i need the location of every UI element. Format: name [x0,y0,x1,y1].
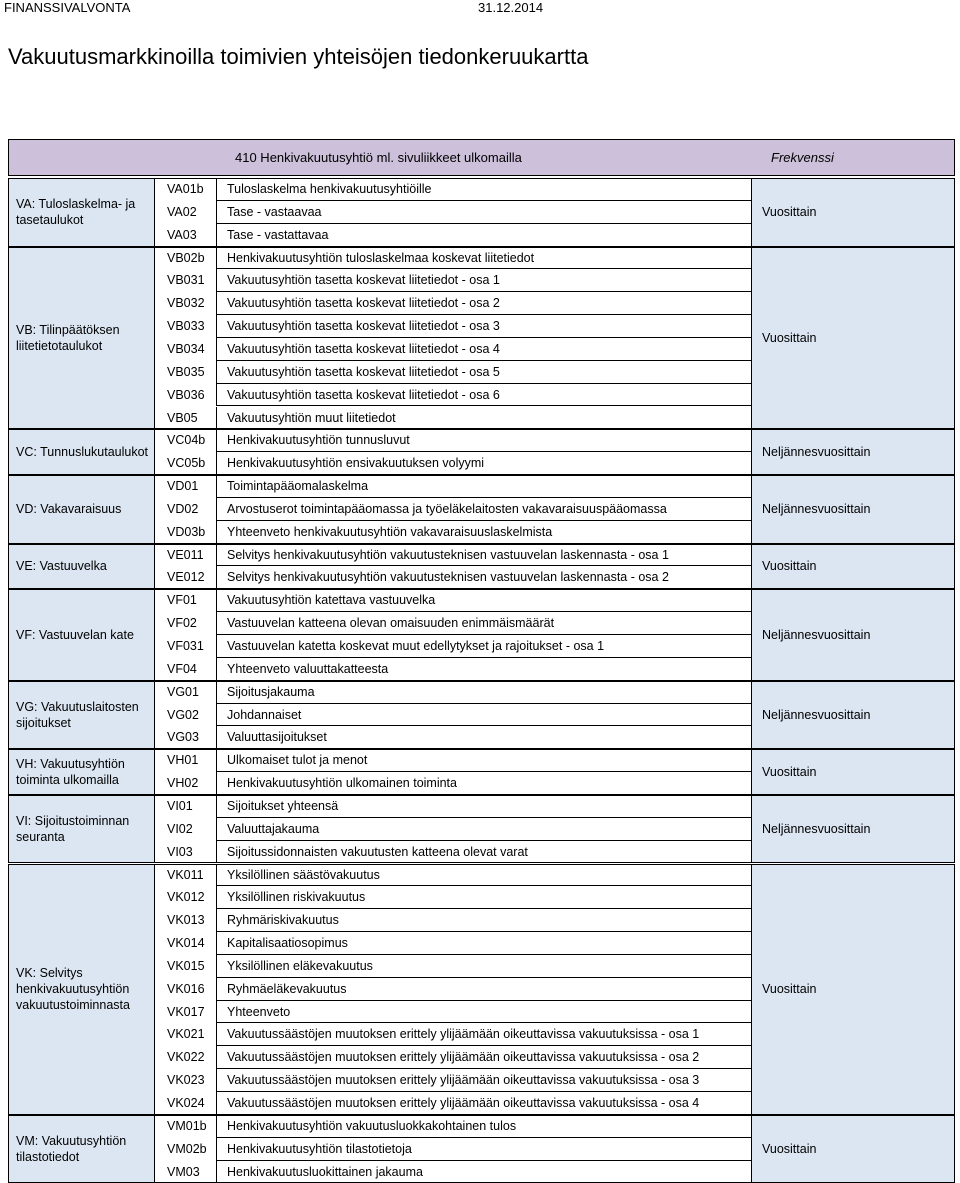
cell-divider [216,772,217,795]
category-cell: VE: Vastuuvelka [8,544,155,590]
table-description: Toimintapääomalaskelma [227,479,369,494]
table-description: Vakuutusyhtiön katettava vastuuvelka [227,593,436,608]
table-code: VB035 [167,364,205,379]
table-description: Henkivakuutusyhtiön tuloslaskelmaa koskevat liitetiedot [227,250,535,265]
table-row [155,1001,751,1024]
table-code: VG01 [167,684,199,699]
table-code: VB05 [167,410,198,425]
frequency-cell: Neljännesvuosittain [751,681,955,750]
cell-divider [216,429,217,452]
cell-divider [216,932,217,955]
table-code: VH01 [167,753,199,768]
table-row [155,864,751,887]
category-cell: VH: Vakuutusyhtiön toiminta ulkomailla [8,749,155,795]
table-code: VF02 [167,616,197,631]
table-code: VK014 [167,936,205,951]
table-description: Vakuutussäästöjen muutoksen erittely ylijäämään oikeuttavissa vakuutuksissa - osa 4 [227,1096,700,1110]
cell-divider [216,704,217,727]
frequency-cell: Neljännesvuosittain [751,589,955,680]
table-description: Vakuutusyhtiön tasetta koskevat liitetiedot - osa 6 [227,387,500,402]
table-description: Henkivakuutusluokittainen jakauma [227,1164,423,1179]
table-code: VA02 [167,204,197,219]
frequency-cell: Vuosittain [751,178,955,247]
org-name: FINANSSIVALVONTA [4,0,131,15]
table-row [155,1092,751,1115]
cell-divider [216,224,217,247]
table-row [155,909,751,932]
cell-divider [216,795,217,818]
category-cell: VD: Vakavaraisuus [8,475,155,544]
table-code: VK024 [167,1096,205,1110]
table-description: Valuuttajakauma [227,821,320,836]
table-row [155,955,751,978]
table-row [155,384,751,407]
table-row [155,886,751,909]
table-description: Yksilöllinen eläkevakuutus [227,958,373,973]
table-code: VH02 [167,776,199,791]
table-code: VM01b [167,1118,207,1133]
cell-divider [216,521,217,544]
table-description: Ulkomaiset tulot ja menot [227,753,368,768]
table-code: VF01 [167,593,197,608]
table-code: VK023 [167,1073,205,1088]
table-description: Vakuutusyhtiön muut liitetiedot [227,410,396,425]
table-row [155,247,751,270]
table-row [155,269,751,292]
cell-divider [216,1138,217,1161]
table-code: VE012 [167,570,205,585]
table-code: VC04b [167,433,206,448]
table-row [155,1115,751,1138]
table-row [155,589,751,612]
table-row [155,795,751,818]
table-description: Tase - vastaavaa [227,204,322,219]
table-row [155,361,751,384]
frequency-cell: Vuosittain [751,247,955,430]
table-code: VB02b [167,250,205,265]
table-row [155,1161,751,1183]
table-row [155,315,751,338]
table-code: VB034 [167,341,205,356]
table-code: VD03b [167,524,206,539]
cell-divider [216,247,217,270]
table-row [155,452,751,475]
cell-divider [216,475,217,498]
cell-divider [216,292,217,315]
cell-divider [216,681,217,704]
frequency-cell: Vuosittain [751,864,955,1115]
table-description: Yhteenveto valuuttakatteesta [227,661,389,676]
cell-divider [216,269,217,292]
table-description: Vakuutusyhtiön tasetta koskevat liitetiedot - osa 5 [227,364,500,379]
frequency-cell: Vuosittain [751,749,955,795]
table-code: VB036 [167,387,205,402]
table-description: Vakuutussäästöjen muutoksen erittely ylijäämään oikeuttavissa vakuutuksissa - osa 2 [227,1050,700,1065]
table-code: VG03 [167,730,199,745]
cell-divider [216,726,217,749]
category-cell: VB: Tilinpäätöksen liitetietotaulukot [8,247,155,430]
table-code: VK012 [167,890,205,905]
cell-divider [216,1001,217,1024]
page-title: Vakuutusmarkkinoilla toimivien yhteisöjen tiedonkeruukartta [8,44,589,69]
table-description: Vakuutusyhtiön tasetta koskevat liitetiedot - osa 2 [227,296,500,311]
cell-divider [216,315,217,338]
cell-divider [216,407,217,430]
table-code: VK016 [167,981,205,996]
cell-divider [216,1023,217,1046]
table-row [155,772,751,795]
cell-divider [216,886,217,909]
table-description: Henkivakuutusyhtiön vakuutusluokkakohtainen tulos [227,1118,517,1133]
table-description: Vakuutussäästöjen muutoksen erittely ylijäämään oikeuttavissa vakuutuksissa - osa 1 [227,1027,700,1042]
cell-divider [216,841,217,864]
cell-divider [216,864,217,887]
cell-divider [216,589,217,612]
table-description: Ryhmäriskivakuutus [227,913,339,928]
table-code: VB031 [167,273,205,288]
cell-divider [216,498,217,521]
table-description: Sijoitussidonnaisten vakuutusten katteena olevat varat [227,844,528,859]
cell-divider [216,338,217,361]
table-row [155,978,751,1001]
table-code: VB032 [167,296,205,311]
table-description: Yksilöllinen säästövakuutus [227,867,380,882]
table-code: VA03 [167,227,197,242]
table-row [155,818,751,841]
table-description: Sijoitusjakauma [227,684,315,699]
table-description: Henkivakuutusyhtiön tunnusluvut [227,433,410,448]
table-row [155,704,751,727]
table-description: Johdannaiset [227,707,302,722]
cell-divider [216,566,217,589]
table-code: VI01 [167,798,193,813]
table-description: Sijoitukset yhteensä [227,798,339,813]
frequency-cell: Neljännesvuosittain [751,475,955,544]
table-row [155,726,751,749]
cell-divider [216,201,217,224]
table-row [155,635,751,658]
category-cell: VG: Vakuutuslaitosten sijoitukset [8,681,155,750]
table-row [155,475,751,498]
table-row [155,658,751,681]
table-row [155,429,751,452]
frequency-cell: Vuosittain [751,544,955,590]
category-cell: VF: Vastuuvelan kate [8,589,155,680]
table-row [155,292,751,315]
table-code: VF031 [167,639,204,653]
table-description: Henkivakuutusyhtiön ulkomainen toiminta [227,776,457,791]
table-row [155,521,751,544]
table-row [155,1138,751,1161]
table-row [155,612,751,635]
report-date: 31.12.2014 [478,0,544,15]
table-code: VK015 [167,958,205,973]
table-row [155,338,751,361]
table-row [155,1023,751,1046]
table-row [155,224,751,247]
cell-divider [216,1092,217,1115]
table-code: VE011 [167,547,204,562]
table-row [155,407,751,430]
cell-divider [216,544,217,567]
cell-divider [216,1046,217,1069]
table-code: VD02 [167,501,199,516]
table-description: Selvitys henkivakuutusyhtiön vakuutusteknisen vastuuvelan laskennasta - osa 2 [227,570,669,585]
table-description: Yhteenveto [227,1004,291,1019]
cell-divider [216,178,217,201]
table-description: Ryhmäeläkevakuutus [227,981,347,996]
table-code: VA01b [167,182,204,196]
table-code: VM03 [167,1164,200,1179]
table-description: Henkivakuutusyhtiön ensivakuutuksen volyymi [227,456,485,471]
cell-divider [216,978,217,1001]
table-description: Vakuutusyhtiön tasetta koskevat liitetiedot - osa 1 [227,273,500,288]
frequency-cell: Neljännesvuosittain [751,795,955,864]
table-code: VI02 [167,821,193,836]
table-description: Arvostuserot toimintapääomassa ja työeläkelaitosten vakavaraisuuspääomassa [227,501,667,516]
table-row [155,566,751,589]
table-code: VK017 [167,1004,205,1019]
table-description: Selvitys henkivakuutusyhtiön vakuutusteknisen vastuuvelan laskennasta - osa 1 [227,547,669,562]
table-code: VK011 [167,867,204,882]
table-row [155,749,751,772]
table-description: Vastuuvelan katetta koskevat muut edellytykset ja rajoitukset - osa 1 [227,639,605,653]
table-code: VB033 [167,319,205,334]
table-description: Tuloslaskelma henkivakuutusyhtiöille [227,182,432,196]
cell-divider [216,658,217,681]
table-code: VI03 [167,844,193,859]
table-code: VF04 [167,661,197,676]
table-description: Tase - vastattavaa [227,227,329,242]
category-cell: VI: Sijoitustoiminnan seuranta [8,795,155,864]
cell-divider [216,612,217,635]
cell-divider [216,1115,217,1138]
frequency-column-header: Frekvenssi [771,150,834,165]
category-cell: VM: Vakuutusyhtiön tilastotiedot [8,1115,155,1183]
category-cell: VC: Tunnuslukutaulukot [8,429,155,475]
frequency-cell: Neljännesvuosittain [751,429,955,475]
cell-divider [216,955,217,978]
table-row [155,544,751,567]
table-description: Yksilöllinen riskivakuutus [227,890,366,905]
cell-divider [216,452,217,475]
table-row [155,932,751,955]
table-row [155,841,751,864]
table-code: VD01 [167,479,199,494]
table-row [155,178,751,201]
table-header [8,139,955,176]
table-description: Valuuttasijoitukset [227,730,327,745]
table-code: VC05b [167,456,206,471]
cell-divider [216,1161,217,1183]
table-row [155,1069,751,1092]
cell-divider [216,909,217,932]
category-cell: VK: Selvitys henkivakuutusyhtiön vakuutustoiminnasta [8,864,155,1115]
cell-divider [216,1069,217,1092]
table-row [155,498,751,521]
cell-divider [216,361,217,384]
table-description: Kapitalisaatiosopimus [227,936,348,951]
table-description: Yhteenveto henkivakuutusyhtiön vakavaraisuuslaskelmista [227,524,553,539]
table-row [155,1046,751,1069]
table-code: VM02b [167,1141,207,1156]
table-code: VK022 [167,1050,205,1065]
table-header-title: 410 Henkivakuutusyhtiö ml. sivuliikkeet ulkomailla [235,150,522,165]
table-row [155,681,751,704]
frequency-cell: Vuosittain [751,1115,955,1183]
cell-divider [216,635,217,658]
table-row [155,201,751,224]
table-code: VG02 [167,707,199,722]
cell-divider [216,384,217,407]
cell-divider [216,818,217,841]
table-description: Vakuutussäästöjen muutoksen erittely ylijäämään oikeuttavissa vakuutuksissa - osa 3 [227,1073,700,1088]
table-description: Vakuutusyhtiön tasetta koskevat liitetiedot - osa 3 [227,319,500,334]
cell-divider [216,749,217,772]
table-code: VK013 [167,913,205,928]
table-code: VK021 [167,1027,205,1042]
category-cell: VA: Tuloslaskelma- ja tasetaulukot [8,178,155,247]
table-description: Vastuuvelan katteena olevan omaisuuden enimmäismäärät [227,616,555,631]
table-description: Vakuutusyhtiön tasetta koskevat liitetiedot - osa 4 [227,341,500,356]
table-description: Henkivakuutusyhtiön tilastotietoja [227,1141,412,1156]
